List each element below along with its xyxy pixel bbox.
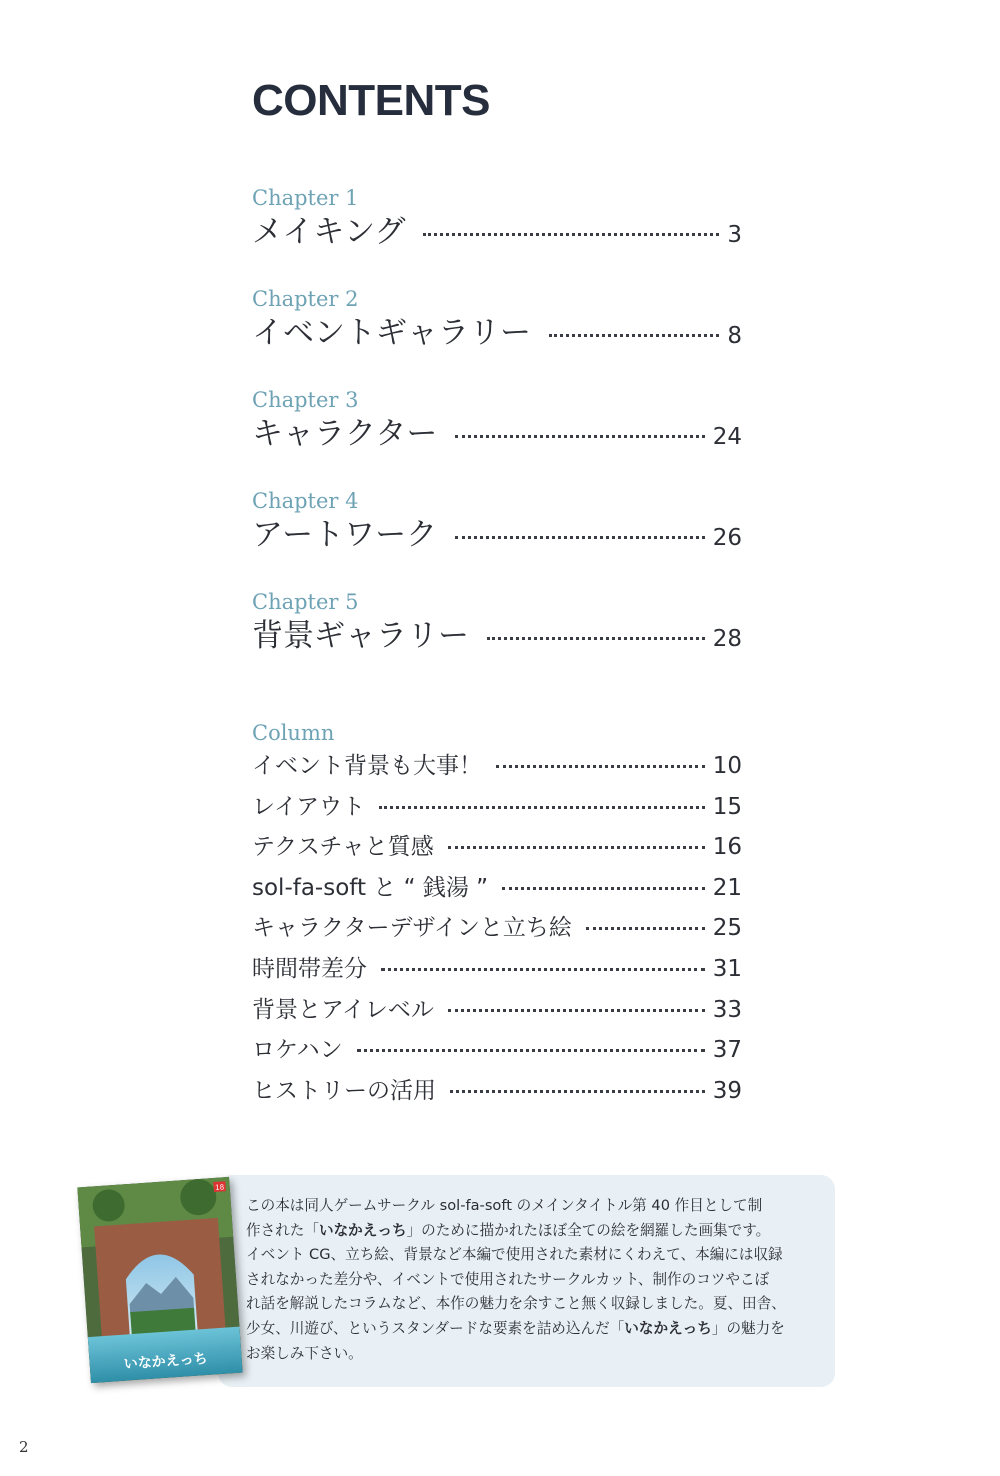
chapter-entry[interactable]: [252, 184, 742, 285]
chapter-entry[interactable]: [252, 588, 742, 689]
chapter-title: アートワーク: [252, 517, 438, 553]
chapter-entry[interactable]: [252, 386, 742, 487]
dot-leader: [423, 233, 719, 236]
column-title: イベント背景も大事！: [252, 753, 482, 779]
column-title: ヒストリーの活用: [252, 1077, 436, 1104]
column-entry[interactable]: [252, 908, 742, 949]
column-page-number: 16: [712, 834, 742, 861]
column-page-number: 33: [712, 996, 742, 1023]
column-list: [252, 720, 742, 1111]
column-title: テクスチャと質感: [252, 834, 434, 861]
intro-paragraph: この本は同人ゲームサークル sol-fa-soft のメインタイトル第 40 作目として制 作された「いなかえっち」のために描かれたほぼ全ての絵を網羅した画集です。 イベント CG、立ち絵、背景など本編で使用された素材にくわえて、本編には収録 されなかった差分や、イベントで使用されたサークルカット、制作のコツやこぼ れ話を解説したコラムなど、本作の魅力を余すこと無く収録しました。夏、田舎、 少女、川遊び、というスタンダードな要素を詰め込んだ「いなかえっち」の魅力を お楽しみ下さい。: [246, 1197, 786, 1362]
dot-leader: [455, 536, 705, 539]
column-title: キャラクターデザインと立ち絵: [252, 915, 572, 942]
page-title: CONTENTS: [252, 76, 490, 125]
chapter-label: Chapter 3: [252, 388, 359, 412]
intro-bold-title: いなかえっち: [624, 1319, 712, 1337]
column-entry[interactable]: [252, 868, 742, 909]
column-title: ロケハン: [252, 1037, 343, 1064]
intro-bold-title: いなかえっち: [318, 1221, 407, 1239]
cover-image: [77, 1177, 242, 1383]
column-page-number: 21: [712, 874, 742, 901]
chapter-list: [252, 184, 742, 689]
chapter-label: Chapter 1: [252, 186, 359, 210]
chapter-page-number: 26: [712, 525, 742, 551]
chapter-label: Chapter 4: [252, 489, 359, 513]
chapter-label: Chapter 2: [252, 287, 359, 311]
column-page-number: 15: [712, 793, 742, 820]
column-label: Column: [252, 721, 335, 745]
column-title: 時間帯差分: [252, 955, 367, 982]
chapter-page-number: 3: [727, 222, 742, 248]
dot-leader: [379, 806, 705, 809]
dot-leader: [448, 1009, 705, 1012]
dot-leader: [450, 1090, 705, 1093]
chapter-label: Chapter 5: [252, 590, 359, 614]
column-entry[interactable]: [252, 746, 742, 787]
cover-illustration: [77, 1177, 242, 1383]
dot-leader: [549, 334, 719, 337]
chapter-page-number: 24: [712, 424, 742, 450]
chapter-title: メイキング: [252, 214, 406, 250]
dot-leader: [357, 1049, 705, 1052]
chapter-title: キャラクター: [252, 416, 438, 452]
column-page-number: 31: [712, 955, 742, 982]
column-entry[interactable]: [252, 787, 742, 828]
column-title: レイアウト: [252, 793, 366, 820]
column-page-number: 37: [712, 1037, 742, 1064]
column-entry[interactable]: [252, 827, 742, 868]
dot-leader: [455, 435, 704, 438]
dot-leader: [448, 846, 705, 849]
chapter-entry[interactable]: [252, 285, 742, 386]
dot-leader: [586, 927, 705, 930]
column-title: sol-fa-soft と “ 銭湯 ”: [252, 874, 489, 901]
chapter-page-number: 28: [712, 626, 742, 652]
column-entry[interactable]: [252, 990, 742, 1031]
column-entry[interactable]: [252, 949, 742, 990]
chapter-title: イベントギャラリー: [252, 315, 531, 351]
dot-leader: [487, 637, 705, 640]
column-title: 背景とアイレベル: [252, 996, 434, 1023]
cover-title: いなかえっち: [123, 1350, 209, 1373]
chapter-page-number: 8: [727, 323, 742, 349]
chapter-entry[interactable]: [252, 487, 742, 588]
dot-leader: [502, 887, 705, 890]
dot-leader: [381, 968, 705, 971]
column-page-number: 39: [712, 1077, 742, 1104]
chapter-title: 背景ギャラリー: [252, 618, 469, 654]
dot-leader: [496, 765, 705, 768]
page-number: 2: [19, 1438, 29, 1456]
column-page-number: 25: [712, 915, 742, 942]
column-entry[interactable]: [252, 1071, 742, 1112]
column-page-number: 10: [712, 753, 742, 779]
rating-badge: 18: [214, 1183, 225, 1192]
column-entry[interactable]: [252, 1030, 742, 1071]
